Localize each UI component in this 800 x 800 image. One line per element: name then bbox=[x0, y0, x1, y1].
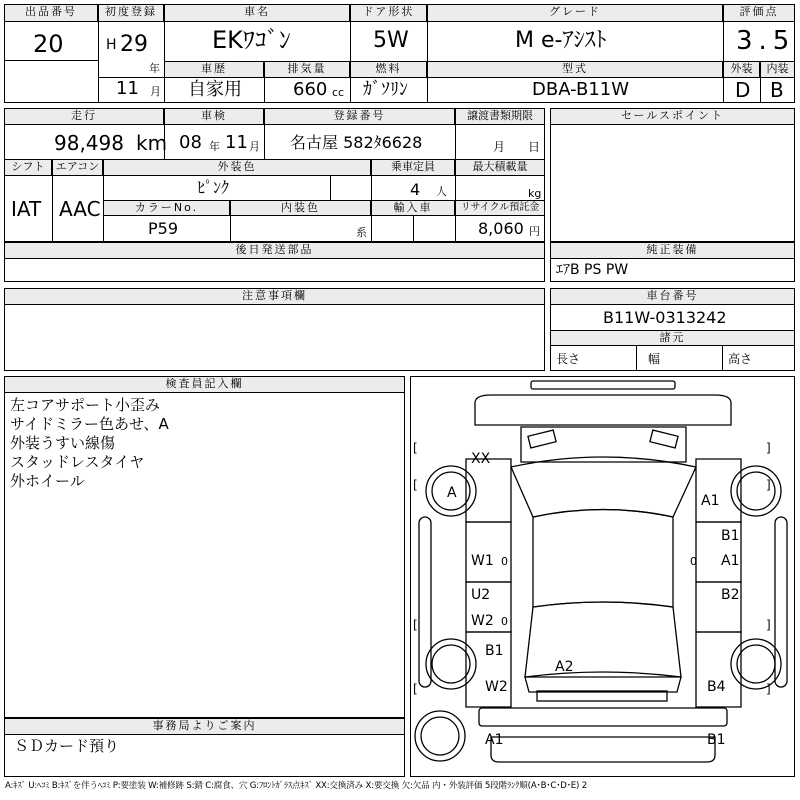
ac-label: エアコン bbox=[52, 159, 103, 176]
recycle-unit: 円 bbox=[529, 225, 540, 238]
lot-label: 出品番号 bbox=[4, 4, 98, 22]
damage-mark: B1 bbox=[485, 643, 504, 659]
legend: A:ｷｽﾞ U:ﾍｺﾐ B:ｷｽﾞを伴うﾍｺﾐ P:要塗装 W:補修跡 S:錆 C:腐食、穴 G:ﾌﾛﾝﾄｶﾞﾗｽ点ｷｽﾞ XX:交換済み X:要交換 欠:欠品 内・外装評価 5段階ﾗﾝｸ順(A･B･C･D･E) 2 bbox=[5, 781, 587, 791]
load-unit: kg bbox=[528, 187, 542, 200]
inspector-note: 外ホイール bbox=[10, 472, 85, 490]
dims-label: 諸元 bbox=[550, 330, 795, 346]
mileage-unit: km bbox=[136, 131, 168, 155]
score-value: 3.5 bbox=[736, 26, 796, 56]
score-label: 評価点 bbox=[723, 4, 795, 22]
inspector-note: スタッドレスタイヤ bbox=[10, 453, 145, 471]
damage-mark: B4 bbox=[707, 679, 726, 695]
damage-mark: A1 bbox=[701, 493, 720, 509]
inspector-label: 検査員記入欄 bbox=[4, 376, 405, 393]
damage-mark: B1 bbox=[721, 528, 740, 544]
inspector-note: 外装うすい線傷 bbox=[10, 434, 116, 452]
damage-mark: A1 bbox=[485, 732, 504, 748]
chassis-value: B11W-0313242 bbox=[603, 308, 727, 327]
month-unit: 月 bbox=[150, 85, 161, 98]
damage-mark: U2 bbox=[471, 587, 491, 603]
damage-mark: B1 bbox=[707, 732, 726, 748]
inspection-month: 11 bbox=[225, 132, 248, 153]
recycle-label: リサイクル預託金 bbox=[455, 200, 545, 216]
grade-label: グレード bbox=[427, 4, 723, 22]
import-label: 輸入車 bbox=[371, 200, 455, 216]
damage-mark: W2 bbox=[485, 679, 508, 695]
car-diagram bbox=[410, 376, 795, 777]
damage-mark: W1 bbox=[471, 553, 494, 569]
ac-value: AAC bbox=[59, 197, 101, 221]
transfer-day: 日 bbox=[528, 140, 541, 154]
inspection-label: 車検 bbox=[164, 108, 264, 125]
int-color-unit: 系 bbox=[356, 226, 367, 239]
bracket-mark: [ bbox=[413, 478, 418, 492]
model-label: 型式 bbox=[427, 61, 723, 78]
height-label: 高さ bbox=[728, 352, 753, 366]
bracket-mark: ] bbox=[766, 618, 771, 632]
damage-mark: A bbox=[447, 485, 457, 501]
damage-mark: XX bbox=[471, 451, 491, 467]
interior-value: B bbox=[770, 78, 784, 102]
door-label: ドア形状 bbox=[350, 4, 427, 22]
mileage-label: 走行 bbox=[4, 108, 164, 125]
color-no-value: P59 bbox=[148, 219, 179, 238]
damage-mark: B2 bbox=[721, 587, 740, 603]
first-reg-month: 11 bbox=[116, 78, 139, 99]
car-name: EKﾜｺﾞﾝ bbox=[212, 26, 291, 54]
bracket-mark: [ bbox=[413, 682, 418, 696]
length-label: 長さ bbox=[556, 352, 581, 366]
capacity-label: 乗車定員 bbox=[371, 159, 455, 176]
displacement-value: 660 bbox=[293, 79, 328, 100]
shift-value: IAT bbox=[11, 197, 42, 221]
sales-points-label: セールスポイント bbox=[550, 108, 795, 125]
model-value: DBA-B11W bbox=[532, 79, 630, 100]
inspection-month-unit: 月 bbox=[249, 140, 260, 153]
capacity-unit: 人 bbox=[436, 185, 447, 198]
load-label: 最大積載量 bbox=[455, 159, 545, 176]
first-reg-year: 29 bbox=[120, 32, 148, 57]
transfer-label: 譲渡書類期限 bbox=[455, 108, 545, 125]
fuel-label: 燃料 bbox=[350, 61, 427, 78]
damage-mark: 0 bbox=[501, 615, 508, 628]
inspection-year-unit: 年 bbox=[209, 140, 220, 153]
history-value: 自家用 bbox=[188, 79, 242, 100]
era: H bbox=[106, 37, 117, 53]
grade-value: M e-ｱｼｽﾄ bbox=[515, 28, 607, 53]
first-reg-label: 初度登録 bbox=[98, 4, 164, 22]
mileage-value: 98,498 bbox=[54, 131, 124, 155]
reg-value: 名古屋 582ﾀ6628 bbox=[290, 133, 423, 152]
damage-mark: W2 bbox=[471, 613, 494, 629]
color-no-label: カラーNo. bbox=[103, 200, 230, 216]
exterior-label: 外装 bbox=[723, 61, 760, 78]
chassis-label: 車台番号 bbox=[550, 288, 795, 305]
later-parts-label: 後日発送部品 bbox=[4, 242, 545, 259]
office-label: 事務局よりご案内 bbox=[4, 718, 405, 735]
shift-label: シフト bbox=[4, 159, 52, 176]
inspector-note: サイドミラー色あせ、A bbox=[10, 415, 169, 433]
capacity-value: 4 bbox=[410, 180, 421, 199]
genuine-value: ｴｱB PS PW bbox=[556, 262, 629, 278]
damage-mark: 0 bbox=[690, 555, 697, 568]
displacement-label: 排気量 bbox=[264, 61, 350, 78]
bracket-mark: ] bbox=[766, 478, 771, 492]
int-color-label: 内装色 bbox=[230, 200, 371, 216]
inspection-year: 08 bbox=[179, 132, 202, 153]
fuel-value: ｶﾞｿﾘﾝ bbox=[363, 79, 408, 100]
exterior-value: D bbox=[735, 78, 751, 102]
bracket-mark: [ bbox=[413, 618, 418, 632]
recycle-value: 8,060 bbox=[478, 219, 524, 238]
width-label: 幅 bbox=[648, 352, 661, 366]
lot-value: 20 bbox=[33, 30, 64, 58]
damage-mark: 0 bbox=[501, 555, 508, 568]
door-value: 5W bbox=[373, 28, 409, 53]
color-label: 外装色 bbox=[103, 159, 371, 176]
genuine-label: 純正装備 bbox=[550, 242, 795, 259]
interior-label: 内装 bbox=[760, 61, 795, 78]
transfer-month: 月 bbox=[493, 140, 506, 154]
bracket-mark: ] bbox=[766, 441, 771, 455]
office-note: ＳＤカード預り bbox=[14, 737, 120, 755]
notes-label: 注意事項欄 bbox=[4, 288, 545, 305]
history-label: 車歴 bbox=[164, 61, 264, 78]
reg-label: 登録番号 bbox=[264, 108, 455, 125]
bracket-mark: ] bbox=[766, 682, 771, 696]
displacement-unit: cc bbox=[332, 86, 345, 99]
car-diagram-svg bbox=[411, 377, 796, 778]
car-name-label: 車名 bbox=[164, 4, 350, 22]
color-value: ﾋﾟﾝｸ bbox=[197, 178, 230, 197]
year-unit: 年 bbox=[149, 62, 160, 75]
bracket-mark: [ bbox=[413, 441, 418, 455]
inspector-notes bbox=[10, 396, 169, 491]
inspector-note: 左コアサポート小歪み bbox=[10, 396, 161, 414]
sales-points-box bbox=[550, 108, 795, 242]
damage-mark: A2 bbox=[555, 659, 574, 675]
damage-mark: A1 bbox=[721, 553, 740, 569]
